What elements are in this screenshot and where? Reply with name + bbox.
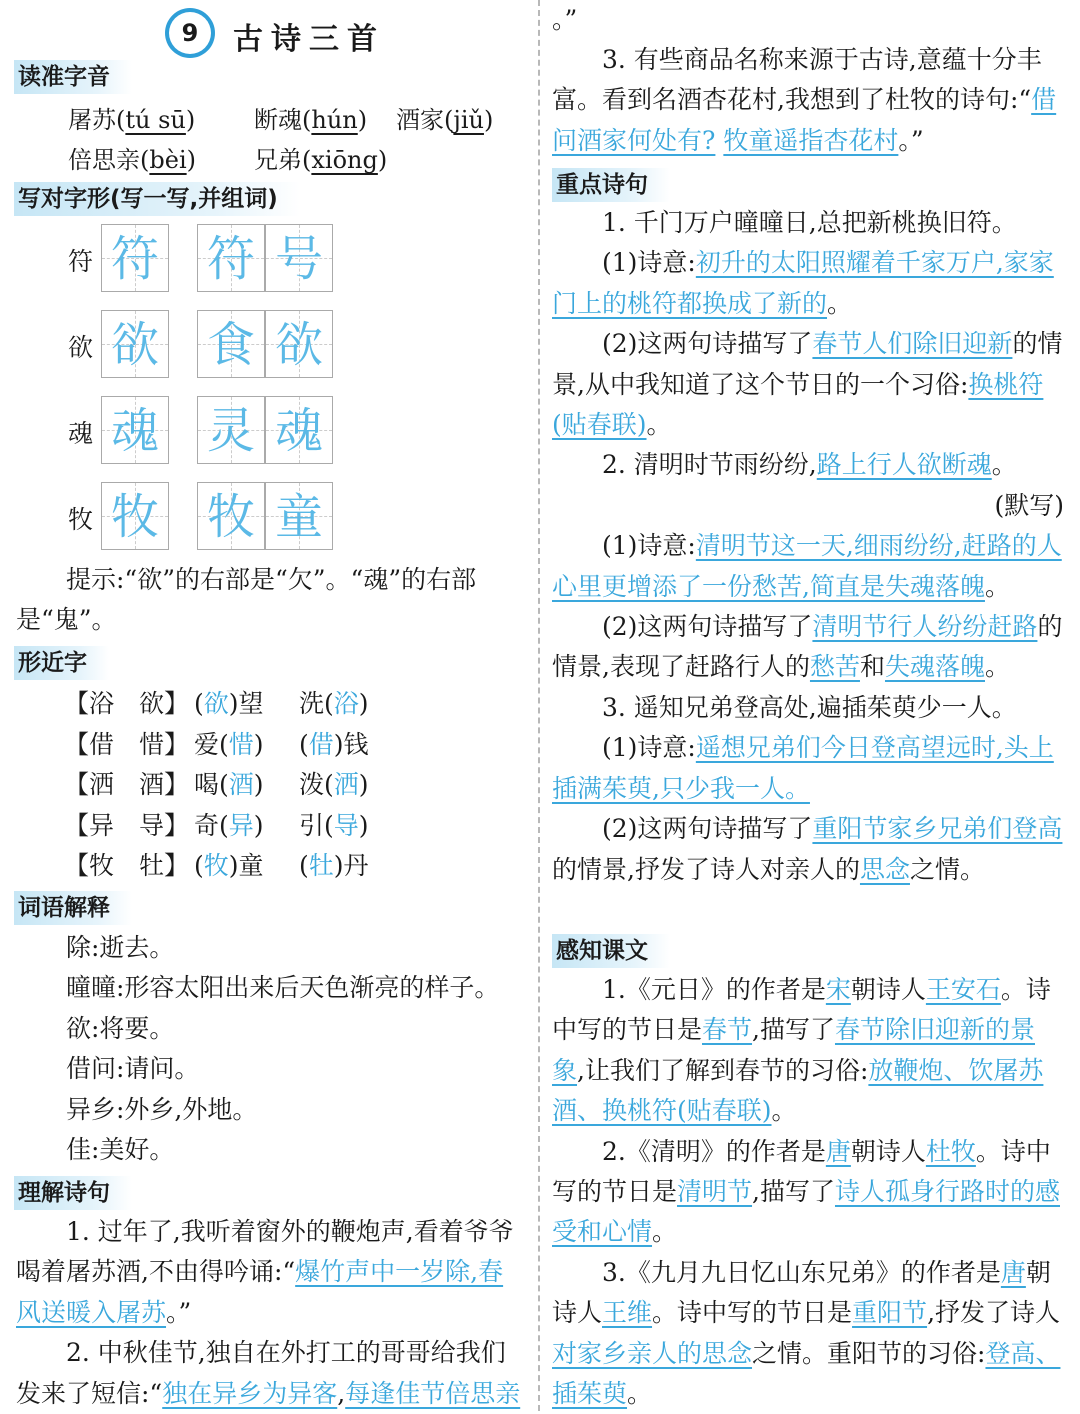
perceive-item: 3.《九月九日忆山东兄弟》的作者是唐朝诗人王维。诗中写的节日是重阳节,抒发了诗人对家乡亲人的思念之情。重阳节的习俗:登高、插茱萸。 (552, 1257, 1061, 1409)
pinyin-item: 倍思亲(bèi) (68, 146, 196, 174)
understand-continued (552, 0, 1064, 161)
section-vocab: 词语解释 (14, 891, 132, 925)
target-char: 魂 (68, 419, 94, 448)
target-char: 牧 (68, 505, 94, 534)
similar-row: 【牧 牡】 (牧)童 (牡)丹 (64, 851, 369, 880)
pinyin-item: 屠苏(tú sū) (68, 106, 196, 134)
pinyin-item: 兄弟(xiōng) (254, 146, 388, 174)
poem-line: 2. 清明时节雨纷纷,路上行人欲断魂。 (602, 450, 1017, 480)
poem-question: (2)这两句诗描写了重阳节家乡兄弟们登高的情景,抒发了诗人对亲人的思念之情。 (552, 814, 1063, 884)
understand-questions (16, 1212, 526, 1414)
practice-box: 牧 (101, 482, 169, 550)
vocab-item: 佳:美好。 (66, 1135, 175, 1165)
understand-q2-end: 。” (552, 5, 578, 34)
poem-line: 1. 千门万户曈曈日,总把新桃换旧符。 (602, 208, 1017, 237)
similar-row: 【浴 欲】 (欲)望 洗(浴) (64, 689, 369, 718)
section-understand: 理解诗句 (14, 1176, 132, 1210)
poem-question: (1)诗意:清明节这一天,细雨纷纷,赶路的人心里更增添了一份愁苦,简直是失魂落魄。 (552, 531, 1062, 601)
lesson-number: 9 (169, 12, 211, 54)
section-perceive: 感知课文 (552, 934, 670, 968)
vocab-list (66, 928, 526, 1170)
section-similar: 形近字 (14, 646, 109, 680)
word-box: 童 (265, 482, 333, 550)
target-char: 符 (68, 247, 94, 276)
similar-row: 【洒 酒】 喝(酒) 泼(洒) (64, 770, 369, 799)
similar-row: 【借 惜】 爱(惜) (借)钱 (64, 730, 369, 759)
understand-q3: 3. 有些商品名称来源于古诗,意蕴十分丰富。看到名酒杏花村,我想到了杜牧的诗句:“借问酒家何处有? 牧童遥指杏花村。” (552, 45, 1057, 155)
section-pronunciation: 读准字音 (14, 60, 132, 94)
poem-note: (默写) (994, 490, 1064, 520)
pinyin-item: 酒家(jiǔ) (396, 106, 494, 134)
pinyin-item: 断魂(hún) (254, 106, 368, 134)
perceive-content (552, 970, 1064, 1414)
practice-box: 符 (101, 224, 169, 292)
word-box: 灵 (197, 396, 265, 464)
key-poems-content (552, 203, 1064, 890)
perceive-item: 1.《元日》的作者是宋朝诗人王安石。诗中写的节日是春节,描写了春节除旧迎新的景象,让我们了解到春节的习俗:放鞭炮、饮屠苏酒、换桃符(贴春联)。 (552, 975, 1051, 1126)
practice-box: 欲 (101, 310, 169, 378)
poem-question: (1)诗意:初升的太阳照耀着千家万户,家家门上的桃符都换成了新的。 (552, 248, 1054, 318)
poem-question: (2)这两句诗描写了春节人们除旧迎新的情景,从中我知道了这个节日的一个习俗:换桃符(贴春联)。 (552, 329, 1063, 440)
understand-q1: 1. 过年了,我听着窗外的鞭炮声,看着爷爷喝着屠苏酒,不由得吟诵:“爆竹声中一岁除,春风送暖入屠苏。” (16, 1217, 514, 1327)
lesson-title-text: 古诗三首 (233, 22, 385, 57)
tip-text: 提示:“欲”的右部是“欠”。“魂”的右部是“鬼”。 (16, 565, 477, 635)
word-box: 号 (265, 224, 333, 292)
section-key-poems: 重点诗句 (552, 168, 670, 202)
vocab-item: 借问:请问。 (66, 1054, 200, 1084)
word-box: 魂 (265, 396, 333, 464)
section-writing: 写对字形(写一写,并组词) (14, 182, 300, 216)
column-divider (538, 0, 540, 1411)
vocab-item: 除:逝去。 (66, 933, 175, 962)
word-box: 食 (197, 310, 265, 378)
word-box: 牧 (197, 482, 265, 550)
poem-line: 3. 遥知兄弟登高处,遍插茱萸少一人。 (602, 692, 1017, 722)
practice-box: 魂 (101, 396, 169, 464)
vocab-item: 欲:将要。 (66, 1013, 175, 1043)
vocab-item: 异乡:外乡,外地。 (66, 1094, 258, 1124)
word-box: 欲 (265, 310, 333, 378)
lesson-number-badge (165, 8, 215, 58)
poem-question: (2)这两句诗描写了清明节行人纷纷赶路的情景,表现了赶路行人的愁苦和失魂落魄。 (552, 612, 1063, 682)
understand-q2: 2. 中秋佳节,独自在外打工的哥哥给我们发来了短信:“独在异乡为异客,每逢佳节倍思亲 (16, 1338, 521, 1408)
vocab-item: 曈曈:形容太阳出来后天色渐亮的样子。 (66, 973, 500, 1003)
poem-question: (1)诗意:遥想兄弟们今日登高望远时,头上插满茱萸,只少我一人。 (552, 733, 1054, 803)
target-char: 欲 (68, 333, 94, 362)
perceive-item: 2.《清明》的作者是唐朝诗人杜牧。诗中写的节日是清明节,描写了诗人孤身行路时的感受和心情。 (552, 1136, 1060, 1247)
similar-row: 【异 导】 奇(异) 引(导) (64, 811, 369, 840)
word-box: 符 (197, 224, 265, 292)
